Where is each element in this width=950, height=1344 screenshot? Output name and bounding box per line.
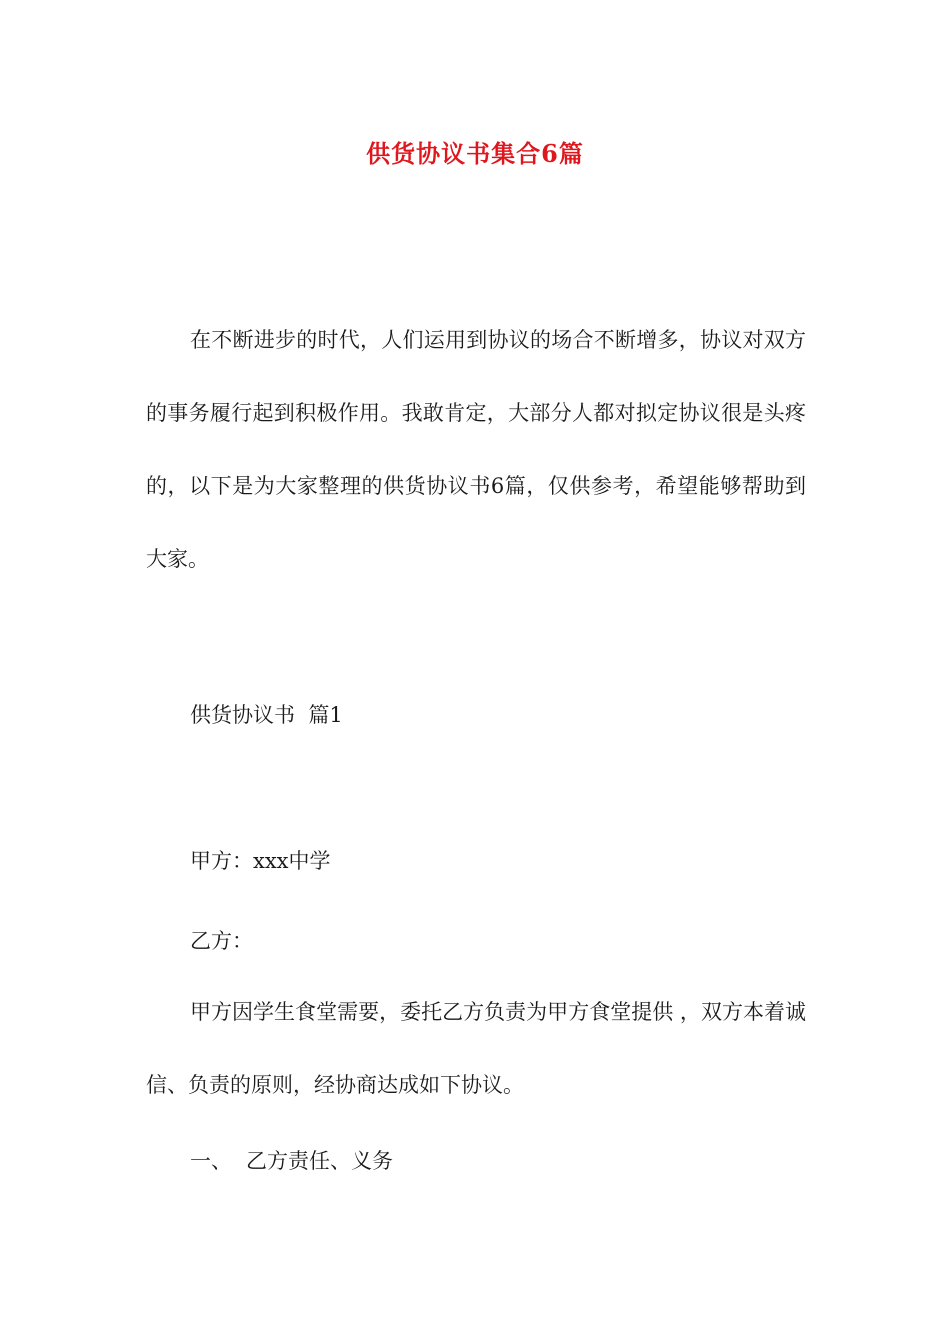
clause-1-text: 乙方责任、义务 <box>246 1149 393 1173</box>
clause-1-number: 一、 <box>190 1149 232 1173</box>
party-a-line: 甲方：xxx中学 <box>190 849 331 873</box>
section-title: 供货协议书 篇1 <box>190 703 343 727</box>
clause-1-heading <box>190 1146 393 1176</box>
party-b-line: 乙方： <box>190 929 253 953</box>
intro-paragraph: 在不断进步的时代，人们运用到协议的场合不断增多，协议对双方的事务履行起到积极作用。我敢肯定，大部分人都对拟定协议很是头疼的，以下是为大家整理的供货协议书6篇，仅供参考，希望能够帮助到大家。 <box>146 328 806 571</box>
document-title: 供货协议书集合6篇 <box>366 139 584 168</box>
delegation-paragraph: 甲方因学生食堂需要，委托乙方负责为甲方食堂提供 ，双方本着诚信、负责的原则，经协商达成如下协议。 <box>146 1000 806 1097</box>
